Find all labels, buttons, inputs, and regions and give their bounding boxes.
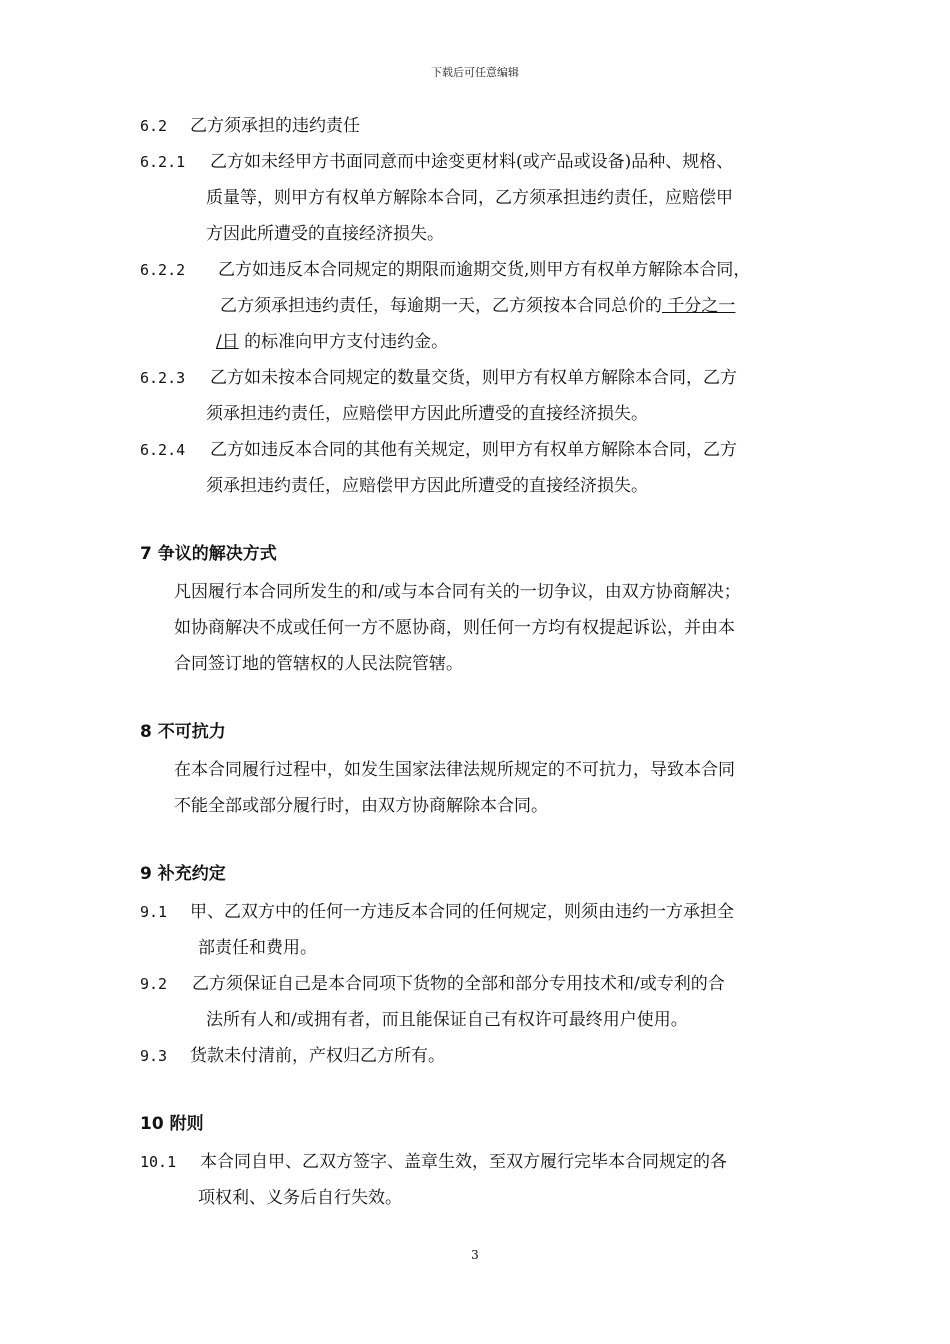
page-header: 下载后可任意编辑	[431, 66, 519, 79]
clause-text: 的标准向甲方支付违约金。	[238, 332, 449, 352]
clause-text: 须承担违约责任，应赔偿甲方因此所遭受的直接经济损失。	[206, 404, 648, 424]
clause-number: 6.2	[140, 117, 168, 135]
paragraph-text: 如协商解决不成或任何一方不愿协商，则任何一方均有权提起诉讼，并由本	[174, 618, 735, 638]
clause-number: 9.3	[140, 1047, 168, 1065]
clause-text: 乙方如未按本合同规定的数量交货，则甲方有权单方解除本合同，乙方	[210, 368, 737, 388]
paragraph-text: 凡因履行本合同所发生的和/或与本合同有关的一切争议，由双方协商解决；	[174, 582, 741, 602]
clause-number: 10.1	[140, 1153, 177, 1171]
clause-text: 货款未付清前，产权归乙方所有。	[190, 1046, 445, 1066]
clause-text: 乙方须保证自己是本合同项下货物的全部和部分专用技术和/或专利的合	[192, 974, 725, 994]
clause-number: 9.2	[140, 975, 168, 993]
clause-text: 乙方如未经甲方书面同意而中途变更材料(或产品或设备)品种、规格、	[210, 152, 734, 172]
clause-text: 乙方如违反本合同规定的期限而逾期交货,则甲方有权单方解除本合同，	[218, 260, 751, 280]
section-heading-7: 7 争议的解决方式	[140, 544, 277, 564]
clause-text: 甲、乙双方中的任何一方违反本合同的任何规定，则须由违约一方承担全	[190, 902, 734, 922]
clause-text: 方因此所遭受的直接经济损失。	[206, 224, 444, 244]
clause-text: 本合同自甲、乙双方签字、盖章生效，至双方履行完毕本合同规定的各	[200, 1152, 727, 1172]
clause-number: 9.1	[140, 903, 168, 921]
section-heading-8: 8 不可抗力	[140, 722, 226, 742]
clause-text: 项权利、义务后自行失效。	[198, 1188, 402, 1208]
section-heading-9: 9 补充约定	[140, 864, 226, 884]
clause-text: 部责任和费用。	[198, 938, 317, 958]
penalty-rate-underlined: 千分之一	[662, 296, 736, 316]
paragraph-text: 不能全部或部分履行时，由双方协商解除本合同。	[174, 796, 548, 816]
clause-number: 6.2.4	[140, 441, 186, 459]
page-number: 3	[471, 1248, 479, 1262]
paragraph-text: 合同签订地的管辖权的人民法院管辖。	[174, 654, 463, 674]
clause-text: 质量等，则甲方有权单方解除本合同，乙方须承担违约责任，应赔偿甲	[206, 188, 733, 208]
clause-text: 须承担违约责任，应赔偿甲方因此所遭受的直接经济损失。	[206, 476, 648, 496]
clause-text: 乙方如违反本合同的其他有关规定，则甲方有权单方解除本合同，乙方	[210, 440, 737, 460]
clause-number: 6.2.3	[140, 369, 186, 387]
clause-title: 乙方须承担的违约责任	[190, 116, 360, 136]
clause-text: 乙方须承担违约责任，每逾期一天，乙方须按本合同总价的	[220, 296, 662, 316]
clause-number: 6.2.2	[140, 261, 186, 279]
clause-text: 法所有人和/或拥有者，而且能保证自己有权许可最终用户使用。	[206, 1010, 688, 1030]
penalty-unit-underlined: /日	[216, 332, 239, 352]
section-heading-10: 10 附则	[140, 1114, 204, 1134]
clause-number: 6.2.1	[140, 153, 186, 171]
paragraph-text: 在本合同履行过程中，如发生国家法律法规所规定的不可抗力，导致本合同	[174, 760, 735, 780]
